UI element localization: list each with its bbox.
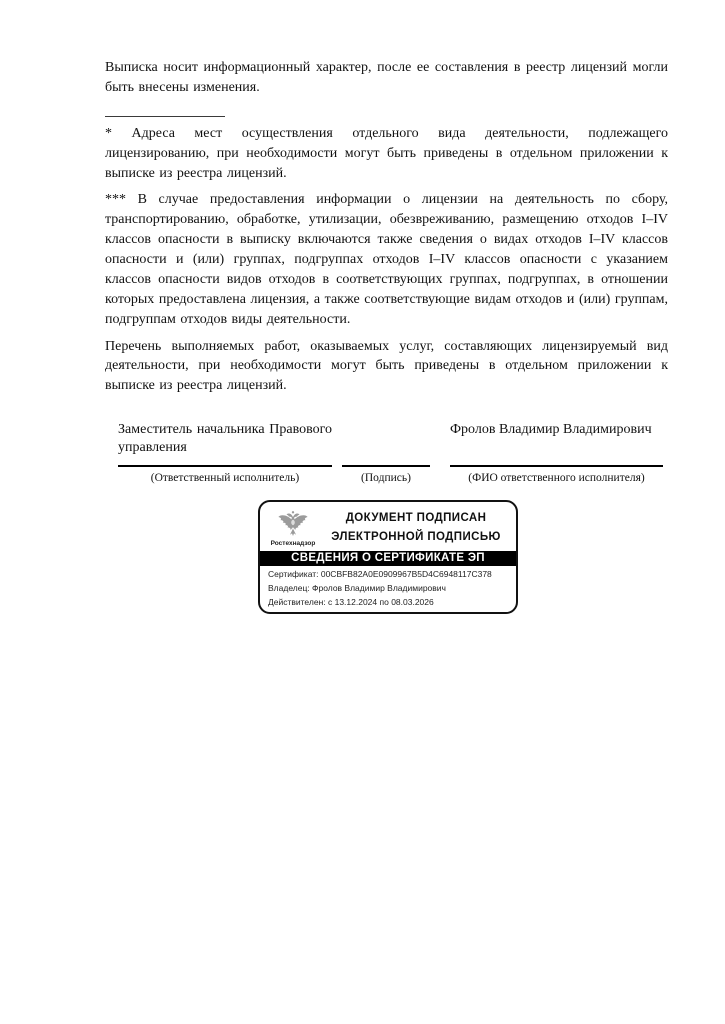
rostechnadzor-eagle-icon	[276, 508, 310, 541]
stamp-title-line2: ЭЛЕКТРОННОЙ ПОДПИСЬЮ	[331, 530, 501, 543]
stamp-title	[322, 512, 510, 543]
stamp-agency-name: Ростехнадзор	[270, 539, 316, 547]
footnote-separator	[105, 116, 225, 117]
stamp-owner: Владелец: Фролов Владимир Владимирович	[268, 582, 446, 593]
stamp-title-line1: ДОКУМЕНТ ПОДПИСАН	[345, 511, 487, 524]
digital-signature-stamp	[258, 500, 518, 614]
executor-label: (Ответственный исполнитель)	[150, 472, 300, 485]
intro-paragraph: Выписка носит информационный характер, после ее составления в реестр лицензий могли быть внесены изменения.	[105, 60, 668, 95]
stamp-logo-block	[264, 508, 322, 547]
signature-executor-column	[118, 421, 332, 484]
executor-full-name: Фролов Владимир Владимирович	[450, 422, 652, 438]
signature-name-column	[450, 421, 663, 484]
footnote-waste-classes: *** В случае предоставления информации о лицензии на деятельность по сбору, транспортированию, обработке, утилизации, обезвреживанию, размещению отходов I–IV классов опасности в выписку включаются также сведения о видах отходов I–IV классов опасности и (или) группах, подгруппах отходов I–IV классов опасности с указанием классов опасности видов отходов в соответствующих группах, подгруппах, в отношении которых предоставлена лицензия, а также соответствующие видам отходов и (или) группам, подгруппам отходов виды деятельности.	[105, 192, 668, 327]
executor-underline	[118, 457, 332, 467]
signature-label: (Подпись)	[361, 472, 411, 485]
footnote-works-list: Перечень выполняемых работ, оказываемых услуг, составляющих лицензируемый вид деятельности, при необходимости могут быть приведены в отдельном приложении к выписке из реестра лицензий.	[105, 338, 668, 394]
stamp-certificate-number: Сертификат: 00CBFB82A0E0909967B5D4C6948117C378	[268, 569, 492, 580]
stamp-validity: Действителен: с 13.12.2024 по 08.03.2026	[268, 596, 434, 607]
footnote-addresses: * Адреса мест осуществления отдельного вида деятельности, подлежащего лицензированию, при необходимости могут быть приведены в отдельном приложении к выписке из реестра лицензий.	[105, 125, 668, 181]
signature-underline	[342, 457, 430, 467]
signature-sign-column	[342, 421, 430, 484]
stamp-header	[260, 502, 516, 551]
signature-block	[118, 421, 663, 484]
stamp-certificate-band: СВЕДЕНИЯ О СЕРТИФИКАТЕ ЭП	[260, 551, 516, 566]
name-underline	[450, 457, 663, 467]
name-label: (ФИО ответственного исполнителя)	[468, 472, 645, 485]
stamp-details	[260, 566, 516, 612]
signature-empty-space	[342, 421, 430, 457]
executor-title: Заместитель начальника Правового управления	[118, 422, 332, 455]
